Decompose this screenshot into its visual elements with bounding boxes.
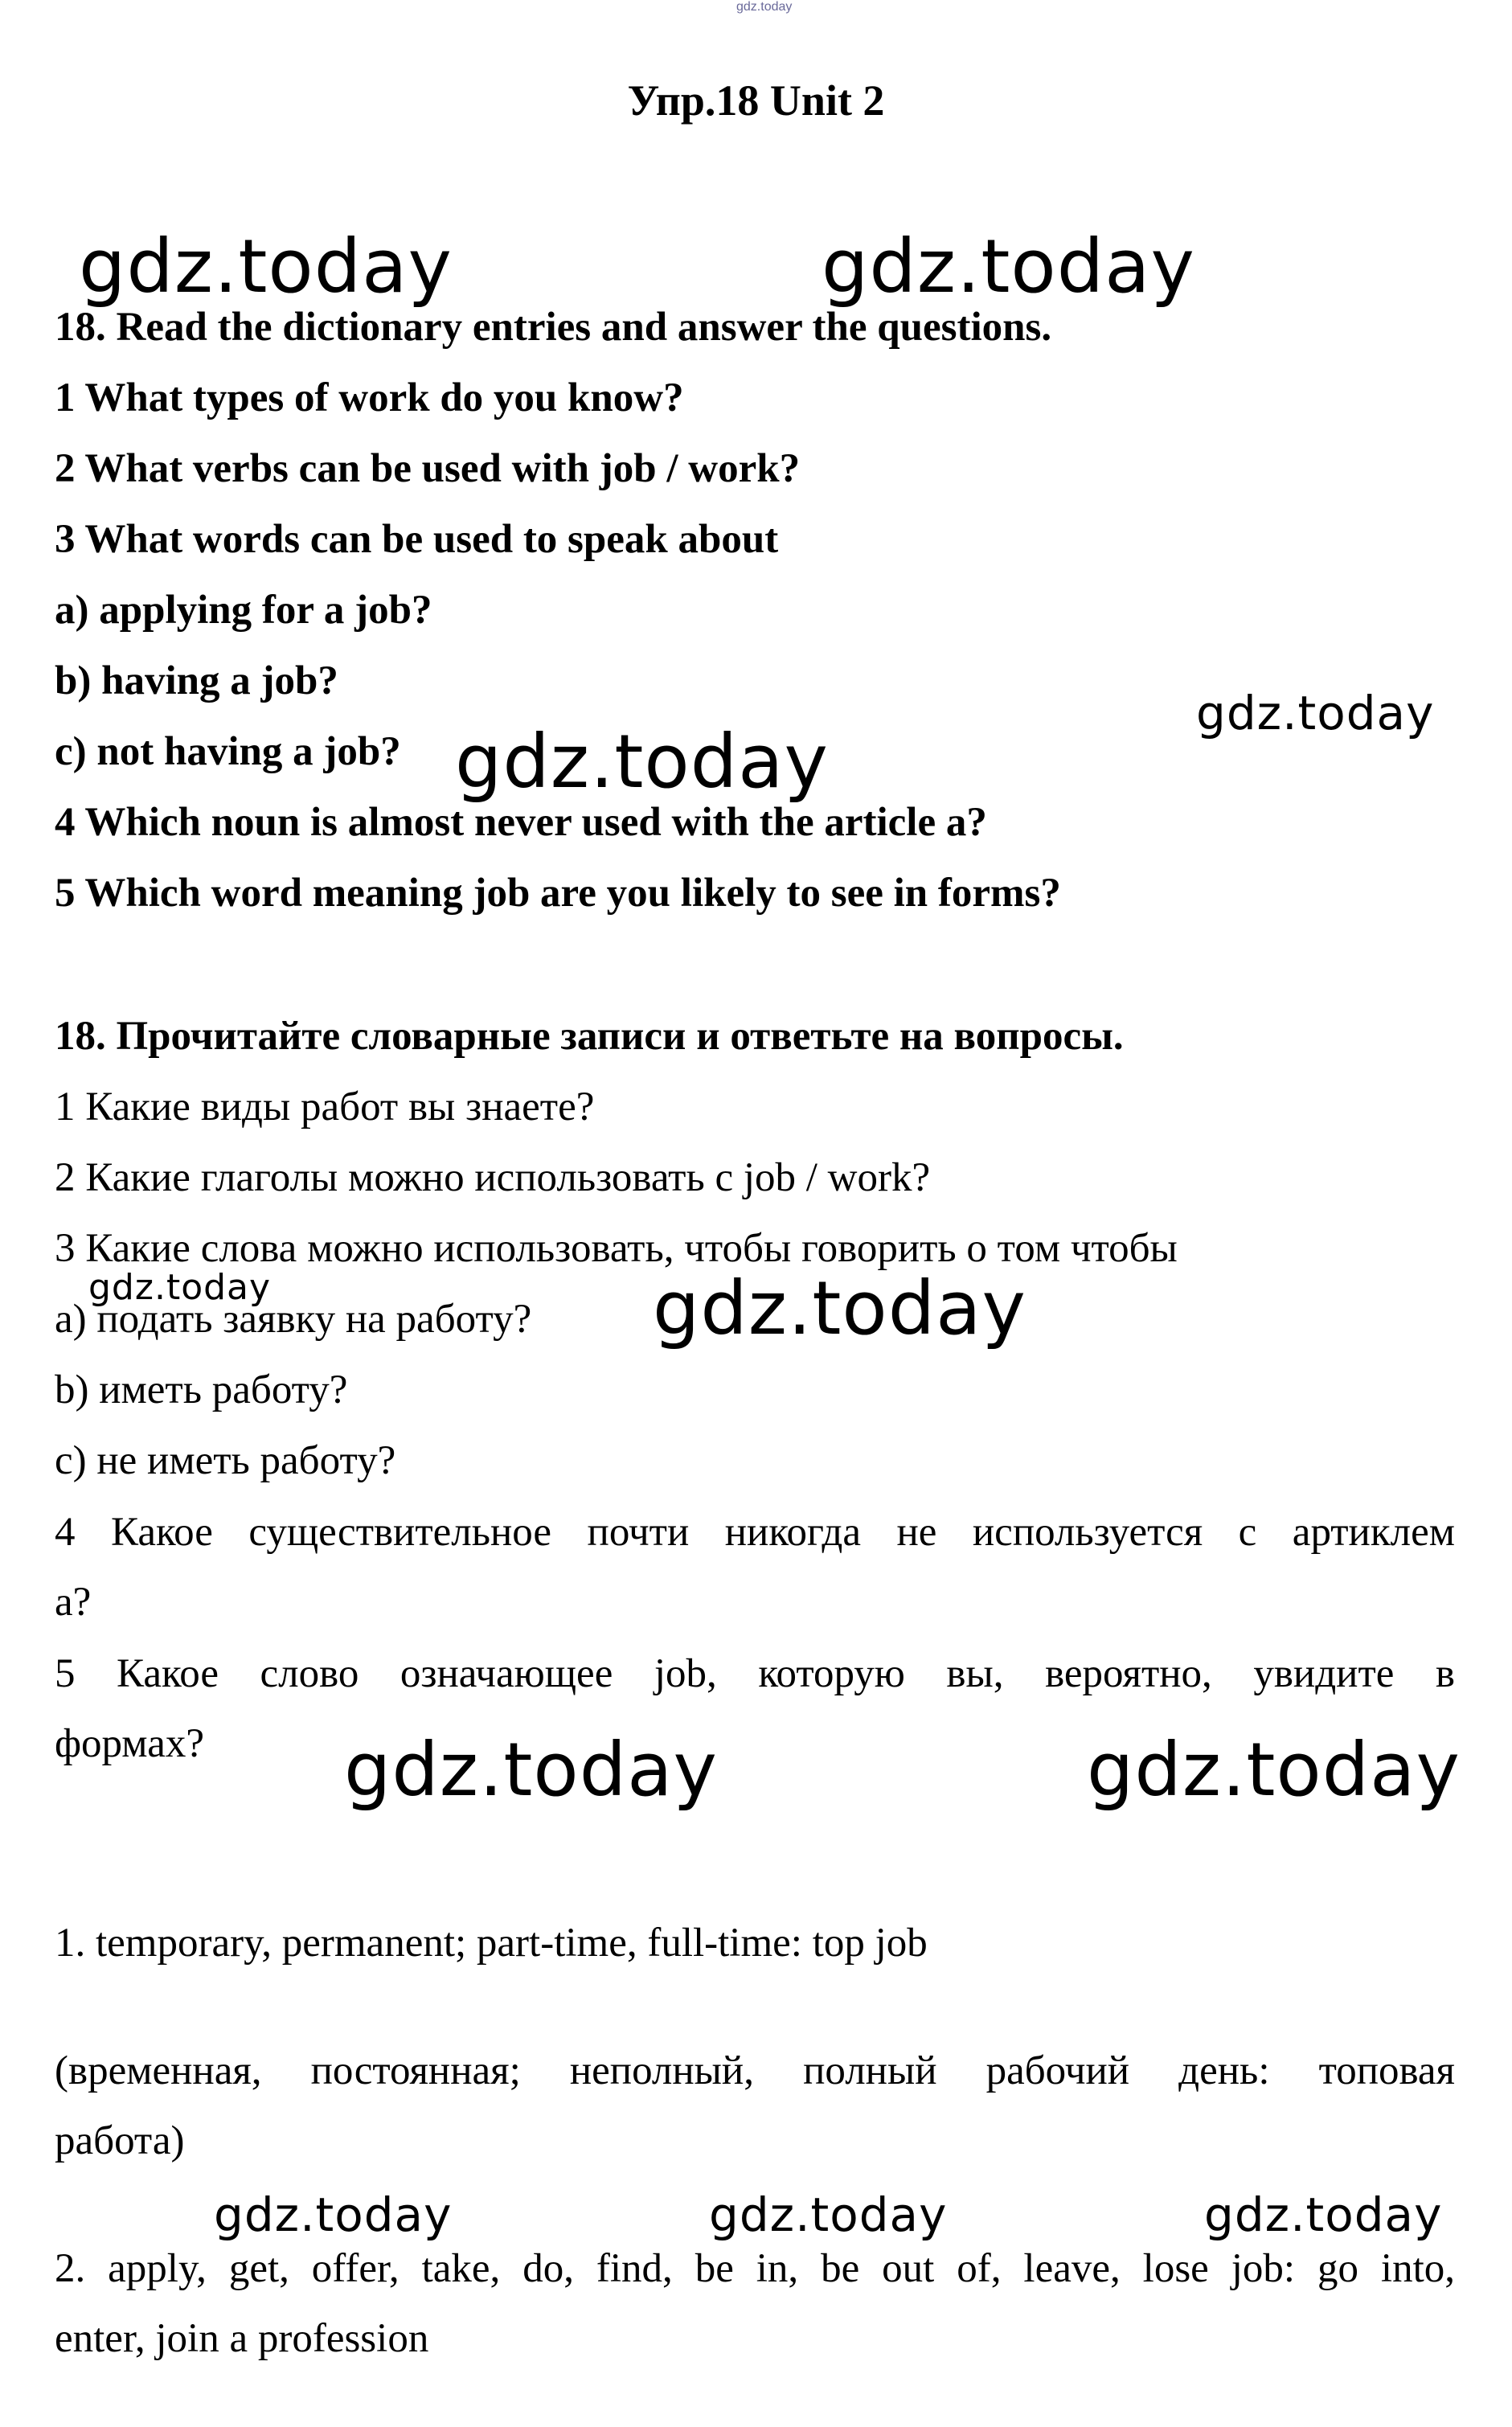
watermark: gdz.today xyxy=(653,1265,1026,1351)
top-watermark: gdz.today xyxy=(736,0,793,14)
russian-question-3b: b) иметь работу? xyxy=(55,1367,348,1412)
answer-2-line2: enter, join a profession xyxy=(55,2316,429,2361)
russian-question-3c: c) не иметь работу? xyxy=(55,1438,396,1483)
answer-1: 1. temporary, permanent; part-time, full-time: top job xyxy=(55,1921,928,1966)
english-question-3a: a) applying for a job? xyxy=(55,588,432,633)
english-question-3c: c) not having a job? xyxy=(55,729,401,774)
russian-question-4-line1: 4 Какое существительное почти никогда не используется с артиклем xyxy=(55,1510,1455,1555)
watermark: gdz.today xyxy=(709,2187,948,2242)
watermark: gdz.today xyxy=(344,1727,718,1813)
english-heading: 18. Read the dictionary entries and answer the questions. xyxy=(55,305,1052,350)
answer-1-translation-line1: (временная, постоянная; неполный, полный рабочий день: топовая xyxy=(55,2048,1455,2093)
watermark: gdz.today xyxy=(1204,2187,1443,2242)
english-question-5: 5 Which word meaning job are you likely to see in forms? xyxy=(55,871,1061,916)
english-question-3: 3 What words can be used to speak about xyxy=(55,517,779,562)
watermark: gdz.today xyxy=(1196,686,1435,740)
watermark: gdz.today xyxy=(455,719,829,805)
russian-question-1: 1 Какие виды работ вы знаете? xyxy=(55,1084,595,1129)
russian-question-3a: a) подать заявку на работу? xyxy=(55,1297,532,1342)
english-question-3b: b) having a job? xyxy=(55,658,338,703)
russian-heading: 18. Прочитайте словарные записи и ответьте на вопросы. xyxy=(55,1014,1124,1059)
watermark: gdz.today xyxy=(822,223,1195,310)
watermark: gdz.today xyxy=(214,2187,453,2242)
russian-question-4-line2: a? xyxy=(55,1580,92,1625)
page-title: Упр.18 Unit 2 xyxy=(627,76,885,125)
watermark: gdz.today xyxy=(79,223,453,310)
english-question-2: 2 What verbs can be used with job / work? xyxy=(55,446,801,491)
watermark: gdz.today xyxy=(88,1267,272,1308)
russian-question-2: 2 Какие глаголы можно использовать с job / work? xyxy=(55,1155,931,1200)
russian-question-5-line2: формах? xyxy=(55,1721,204,1766)
russian-question-3: 3 Какие слова можно использовать, чтобы говорить о том чтобы xyxy=(55,1226,1178,1271)
english-question-4: 4 Which noun is almost never used with the article a? xyxy=(55,800,987,845)
english-question-1: 1 What types of work do you know? xyxy=(55,375,684,420)
answer-1-translation-line2: работа) xyxy=(55,2118,185,2163)
watermark: gdz.today xyxy=(1087,1727,1461,1813)
answer-2-line1: 2. apply, get, offer, take, do, find, be in, be out of, leave, lose job: go into, xyxy=(55,2246,1455,2291)
russian-question-5-line1: 5 Какое слово означающее job, которую вы, вероятно, увидите в xyxy=(55,1651,1455,1696)
